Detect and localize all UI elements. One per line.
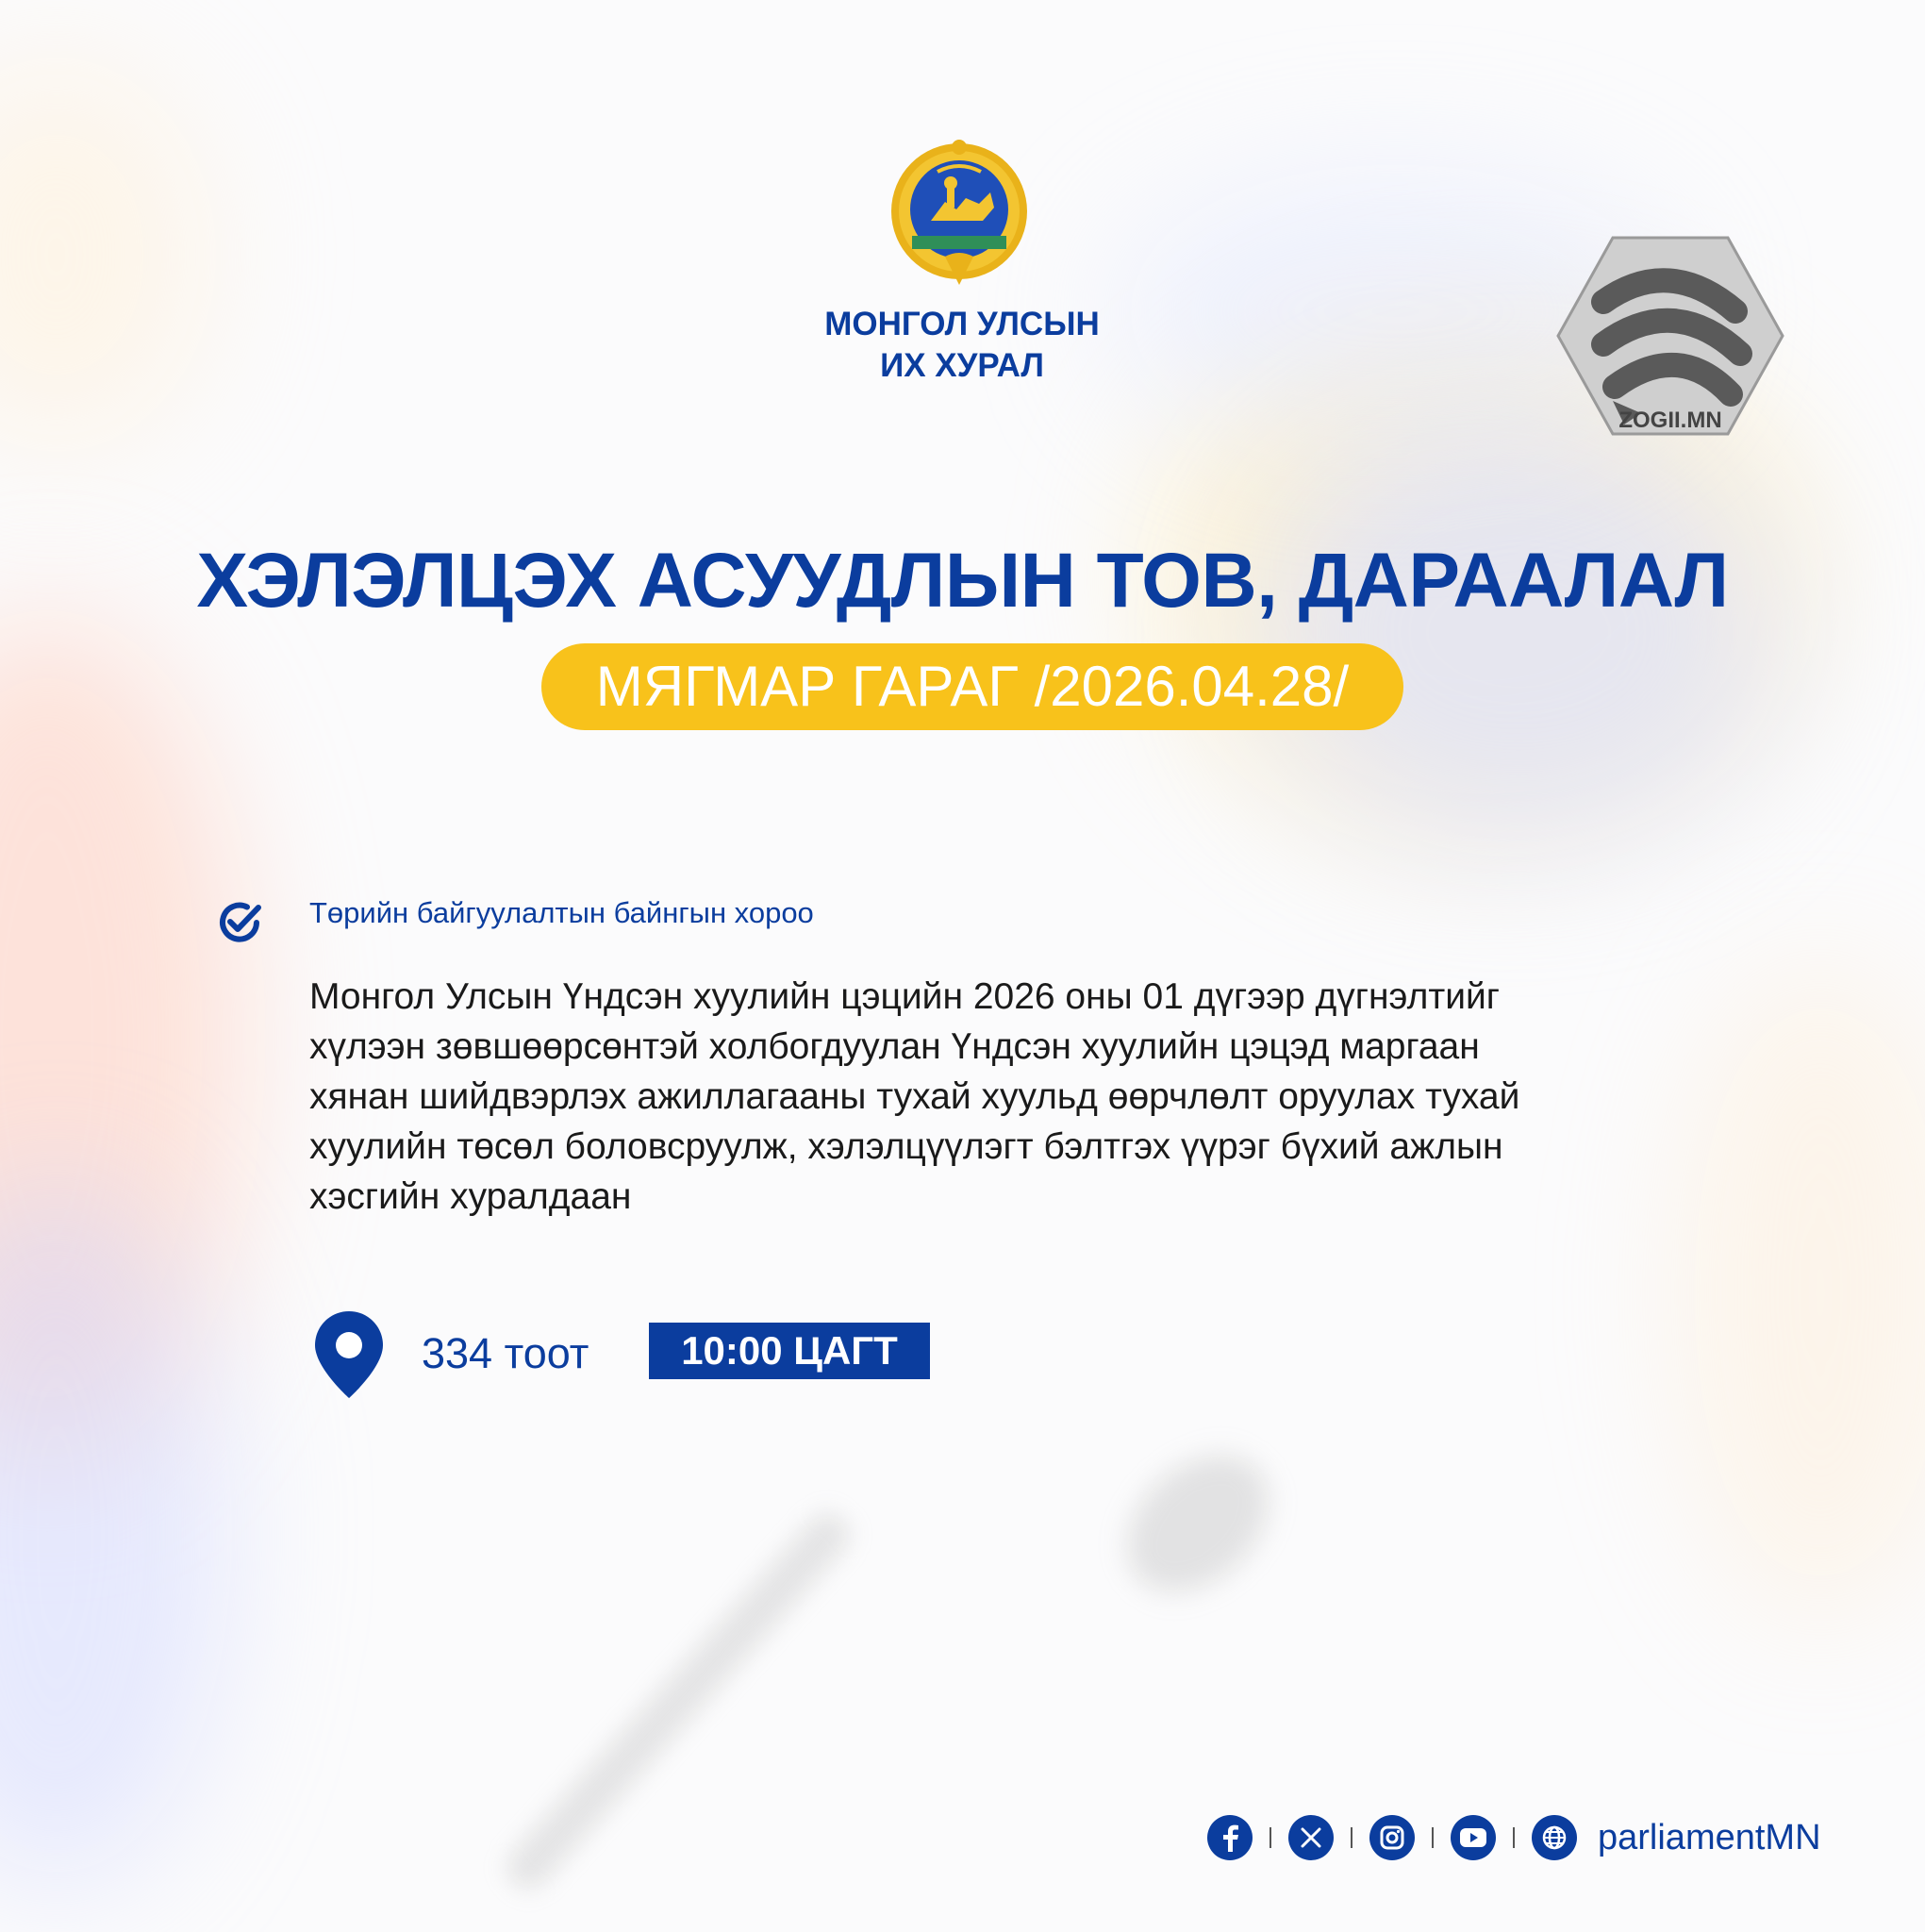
description-line: хүлээн зөвшөөрсөнтэй холбогдуулан Үндсэн хуулийн цэцэд маргаан bbox=[309, 1026, 1480, 1067]
committee-name: Төрийн байгуулалтын байнгын хороо bbox=[309, 896, 814, 929]
check-circle-icon bbox=[215, 898, 264, 947]
date-badge: МЯГМАР ГАРАГ /2026.04.28/ bbox=[541, 643, 1403, 730]
org-name-line1: МОНГОЛ УЛСЫН bbox=[824, 306, 1100, 342]
social-links bbox=[1207, 1811, 1821, 1864]
social-handle[interactable]: parliamentMN bbox=[1598, 1818, 1821, 1857]
x-icon[interactable] bbox=[1288, 1815, 1334, 1860]
description-line: хэсгийн хуралдаан bbox=[309, 1176, 632, 1217]
zogii-watermark-logo bbox=[1556, 236, 1784, 436]
time-badge: 10:00 ЦАГТ bbox=[649, 1323, 930, 1379]
instagram-icon[interactable] bbox=[1369, 1815, 1415, 1860]
org-name bbox=[773, 304, 1151, 387]
page-title: ХЭЛЭЛЦЭХ АСУУДЛЫН ТОВ, ДАРААЛАЛ bbox=[196, 538, 1729, 624]
description-line: хянан шийдвэрлэх ажиллагааны тухай хуульд өөрчлөлт оруулах тухай bbox=[309, 1076, 1520, 1117]
location-pin-icon bbox=[313, 1309, 385, 1400]
youtube-icon[interactable] bbox=[1451, 1815, 1496, 1860]
microphone-silhouette bbox=[1101, 1428, 1296, 1620]
svg-text:ZOGII.MN: ZOGII.MN bbox=[1618, 408, 1722, 433]
facebook-icon[interactable] bbox=[1207, 1815, 1253, 1860]
globe-icon[interactable] bbox=[1532, 1815, 1577, 1860]
org-name-line2: ИХ ХУРАЛ bbox=[880, 347, 1044, 384]
agenda-description bbox=[309, 972, 1696, 1222]
description-line: Монгол Улсын Үндсэн хуулийн цэцийн 2026 оны 01 дүгээр дүгнэлтийг bbox=[309, 976, 1501, 1017]
room-number: 334 тоот bbox=[422, 1329, 589, 1377]
state-emblem-logo bbox=[888, 134, 1030, 294]
description-line: хуулийн төсөл боловсруулж, хэлэлцүүлэгт бэлтгэх үүрэг бүхий ажлын bbox=[309, 1126, 1503, 1167]
